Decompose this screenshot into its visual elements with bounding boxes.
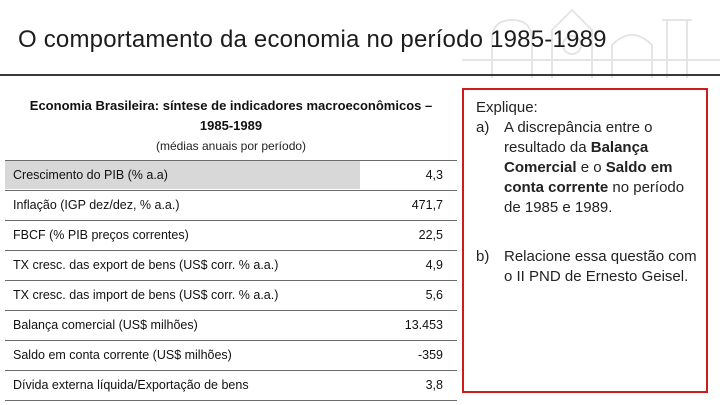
row-value: 13.453 [404,318,443,332]
row-value: 471,7 [411,198,443,212]
questions-title: Explique: [476,99,538,116]
table-row [5,160,457,190]
row-value: 3,8 [425,378,443,392]
questions-box [462,88,708,393]
indicators-table [5,94,457,397]
slide-title: O comportamento da economia no período 1985-1989 [18,26,607,53]
table-heading-line-1: Economia Brasileira: síntese de indicadores macroeconômicos – [29,98,433,113]
table-row [5,190,457,220]
row-label: TX cresc. das export de bens (US$ corr. % a.a.) [13,258,279,272]
table-heading [5,94,457,160]
question-a-bold-balanca: Balança Comercial [504,139,649,176]
question-a-text-3: no período de 1985 e 1989. [504,179,685,216]
table-heading-line-2: 1985-1989 [199,118,263,133]
table-row [5,310,457,340]
question-a [476,118,704,218]
question-a-text-1: A discrepância entre o resultado da [504,119,653,156]
row-label: Balança comercial (US$ milhões) [13,318,198,332]
table-heading-subtitle: (médias anuais por período) [155,139,307,153]
table-row [5,220,457,250]
row-label: Inflação (IGP dez/dez, % a.a.) [13,198,180,212]
row-value: -359 [417,348,443,362]
row-label: Crescimento do PIB (% a.a) [13,168,168,182]
row-value: 4,9 [425,258,443,272]
row-label: Saldo em conta corrente (US$ milhões) [13,348,232,362]
table-rows [5,160,457,401]
question-a-bold-saldo: Saldo em conta corrente [504,159,673,196]
row-label: FBCF (% PIB preços correntes) [13,228,189,242]
question-b [476,247,704,287]
row-label: TX cresc. das import de bens (US$ corr. % a.a.) [13,288,279,302]
question-b-text: Relacione essa questão com o II PND de Ernesto Geisel. [504,248,697,285]
table-row [5,250,457,280]
question-a-marker: a) [476,119,490,136]
table-row [5,370,457,401]
row-value: 5,6 [425,288,443,302]
row-label: Dívida externa líquida/Exportação de bens [13,378,249,392]
row-value: 4,3 [425,168,443,182]
table-row [5,280,457,310]
question-b-marker: b) [476,248,490,265]
row-value: 22,5 [418,228,443,242]
title-divider [0,74,720,76]
question-a-body [504,118,704,218]
table-row [5,340,457,370]
question-a-text-2: e o [576,159,606,176]
